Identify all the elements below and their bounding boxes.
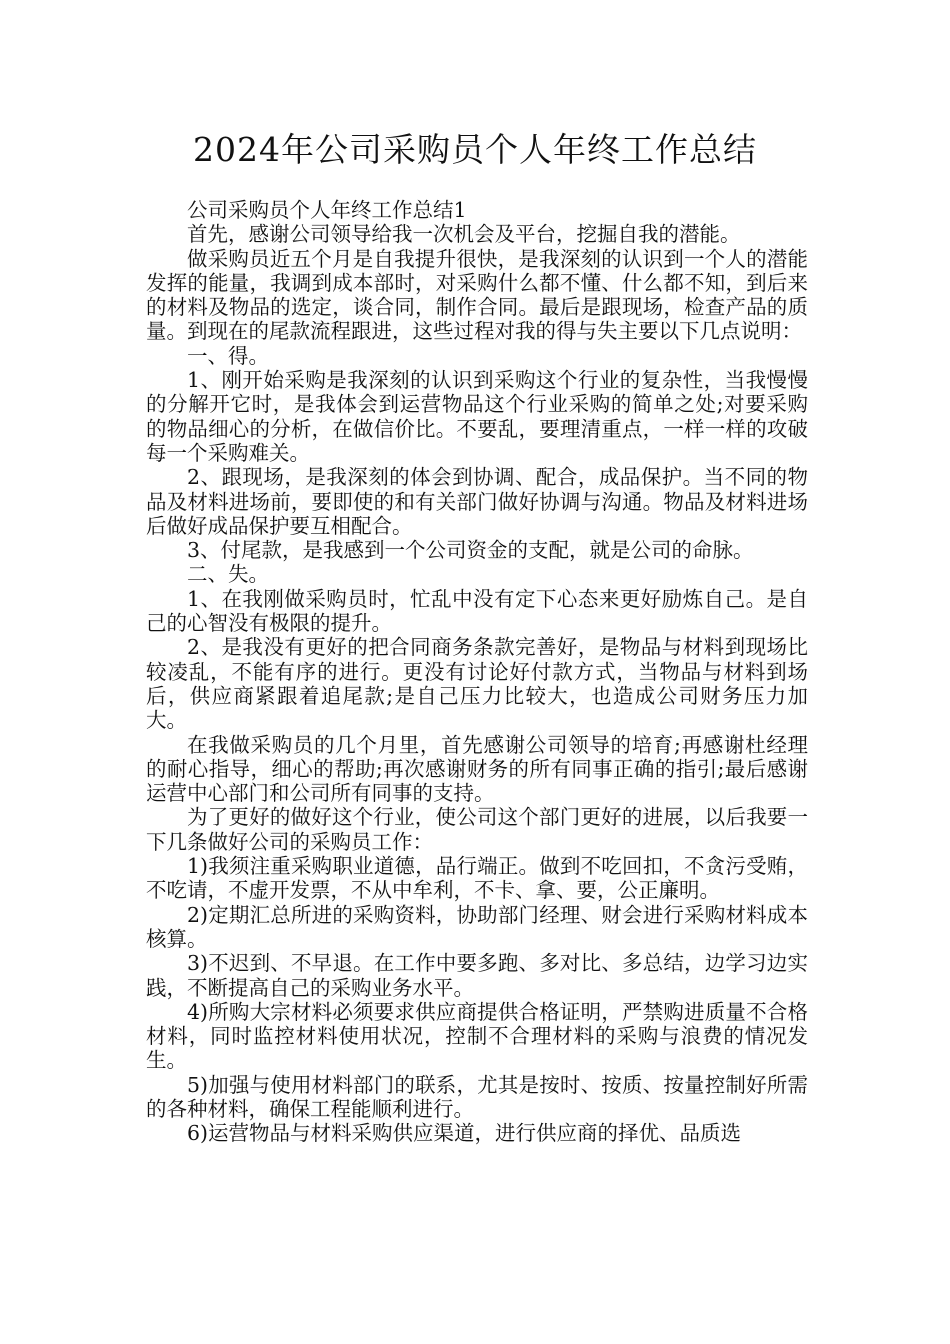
subsection-heading: 一、得。 <box>187 343 269 368</box>
document-body <box>146 198 808 1146</box>
section-heading: 公司采购员个人年终工作总结1 <box>187 198 467 222</box>
document-title: 2024年公司采购员个人年终工作总结 <box>193 130 757 169</box>
paragraph: 1、刚开始采购是我深刻的认识到采购这个行业的复杂性，当我慢慢的分解开它时，是我体会到运营物品这个行业采购的简单之处;对要采购的物品细心的分析，在做信价比。不要乱，要理清重点，一样一样的攻破每一个采购难关。 <box>146 368 808 465</box>
paragraph: 首先，感谢公司领导给我一次机会及平台，挖掘自我的潜能。 <box>187 222 741 247</box>
list-item: 2)定期汇总所进的采购资料，协助部门经理、财会进行采购材料成本核算。 <box>146 902 808 951</box>
paragraph: 做采购员近五个月是自我提升很快，是我深刻的认识到一个人的潜能发挥的能量，我调到成本部时，对采购什么都不懂、什么都不知，到后来的材料及物品的选定，谈合同，制作合同。最后是跟现场，检查产品的质量。到现在的尾款流程跟进，这些过程对我的得与失主要以下几点说明： <box>146 246 808 344</box>
list-item: 1)我须注重采购职业道德，品行端正。做到不吃回扣，不贪污受贿，不吃请，不虚开发票，不从中牟利，不卡、拿、要，公正廉明。 <box>146 854 808 903</box>
paragraph: 2、是我没有更好的把合同商务条款完善好，是物品与材料到现场比较凌乱，不能有序的进行。更没有讨论好付款方式，当物品与材料到场后，供应商紧跟着追尾款;是自己压力比较大，也造成公司财务压力加大。 <box>146 635 808 733</box>
subsection-heading: 二、失。 <box>187 562 269 587</box>
paragraph: 在我做采购员的几个月里，首先感谢公司领导的培育;再感谢杜经理的耐心指导，细心的帮助;再次感谢财务的所有同事正确的指引;最后感谢运营中心部门和公司所有同事的支持。 <box>146 732 808 806</box>
paragraph: 2、跟现场，是我深刻的体会到协调、配合，成品保护。当不同的物品及材料进场前，要即使的和有关部门做好协调与沟通。物品及材料进场后做好成品保护要互相配合。 <box>146 465 808 538</box>
list-item: 4)所购大宗材料必须要求供应商提供合格证明，严禁购进质量不合格材料，同时监控材料使用状况，控制不合理材料的采购与浪费的情况发生。 <box>146 999 808 1073</box>
list-item: 3)不迟到、不早退。在工作中要多跑、多对比、多总结，边学习边实践，不断提高自己的采购业务水平。 <box>146 951 808 1000</box>
paragraph: 3、付尾款，是我感到一个公司资金的支配，就是公司的命脉。 <box>187 538 754 563</box>
list-item: 5)加强与使用材料部门的联系，尤其是按时、按质、按量控制好所需的各种材料，确保工程能顺利进行。 <box>146 1072 808 1121</box>
paragraph: 为了更好的做好这个行业，使公司这个部门更好的进展，以后我要一下几条做好公司的采购员工作： <box>146 805 808 854</box>
list-item: 6)运营物品与材料采购供应渠道，进行供应商的择优、品质选 <box>187 1121 742 1146</box>
paragraph: 1、在我刚做采购员时，忙乱中没有定下心态来更好励炼自己。是自己的心智没有极限的提升。 <box>146 586 808 636</box>
